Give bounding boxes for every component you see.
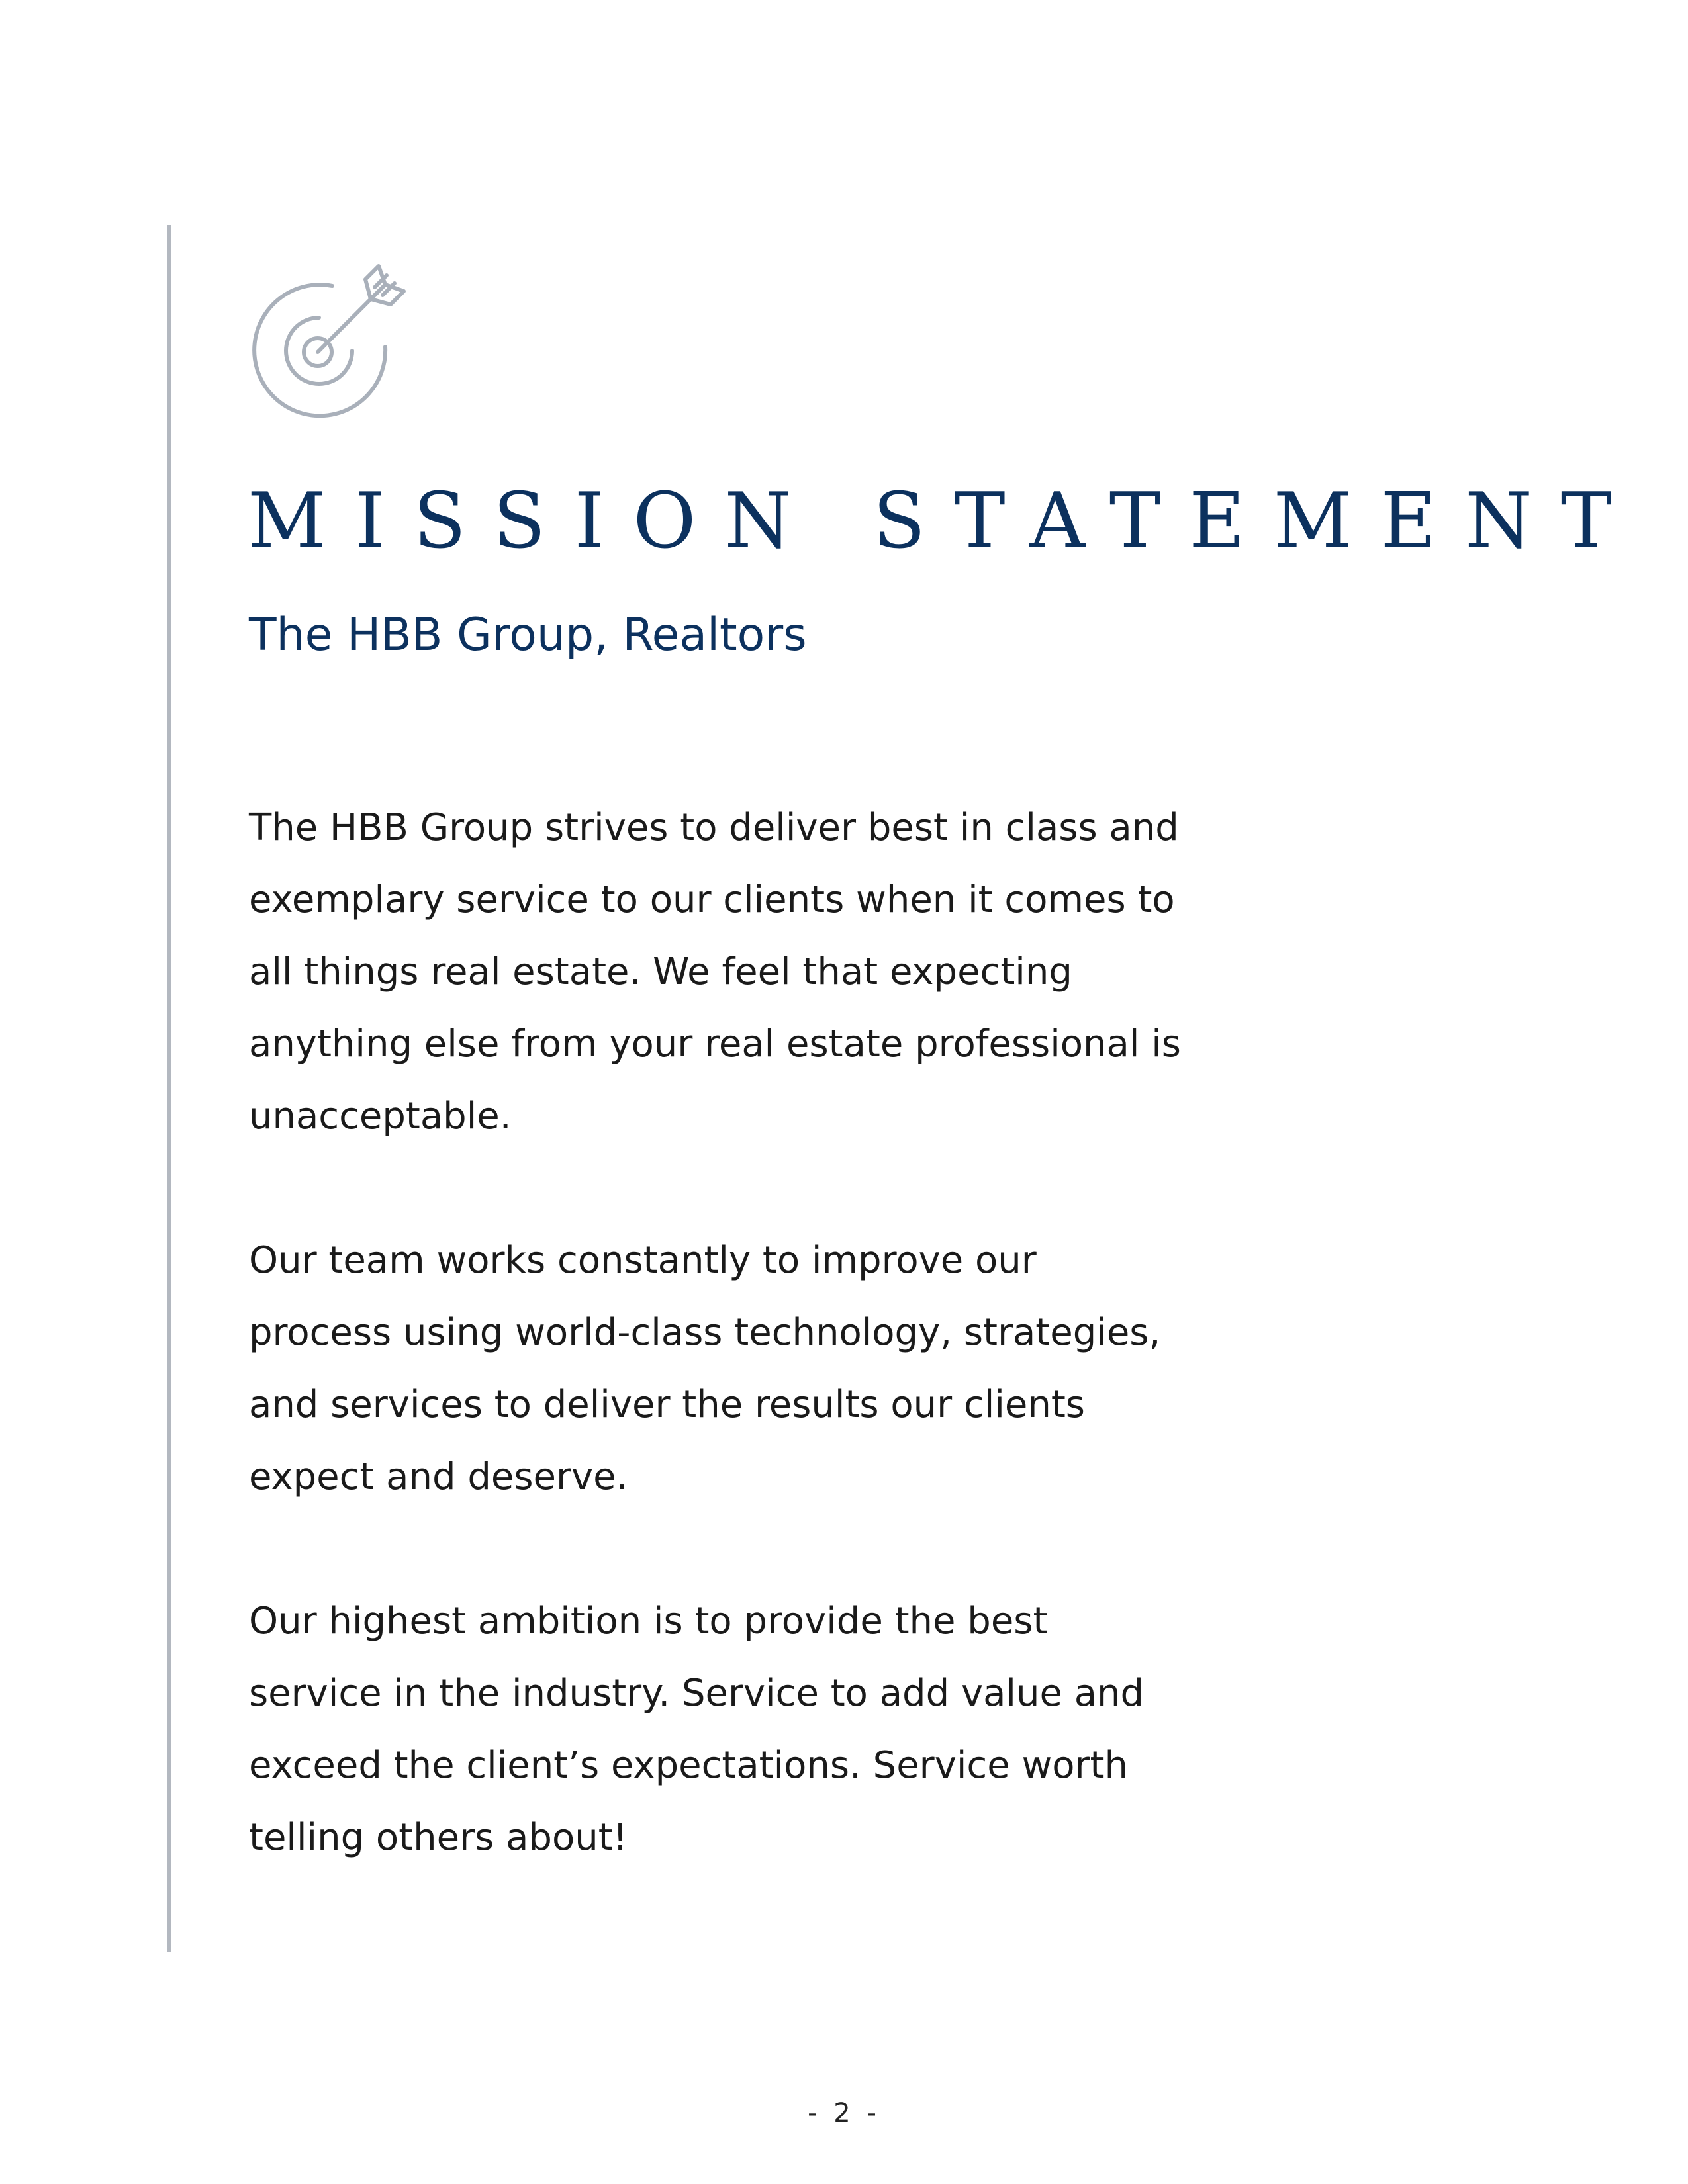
text-line: telling others about! [249,1816,628,1859]
page-subtitle: The HBB Group, Realtors [249,609,807,661]
text-line: Our highest ambition is to provide the best [249,1600,1048,1643]
text-line: service in the industry. Service to add value and [249,1672,1145,1715]
paragraph-1 [249,792,1361,1152]
text-line: exemplary service to our clients when it comes to [249,878,1175,921]
target-arrow-icon [246,259,412,432]
page-number: - 2 - [808,2098,880,2128]
text-line: all things real estate. We feel that expecting [249,950,1072,993]
text-line: anything else from your real estate professional is [249,1023,1181,1066]
text-line: unacceptable. [249,1095,512,1138]
left-vertical-rule [167,225,171,1952]
text-line: Our team works constantly to improve our [249,1239,1037,1282]
text-line: expect and deserve. [249,1455,628,1498]
text-line: process using world-class technology, strategies, [249,1311,1161,1354]
mission-body [249,792,1361,1946]
text-line: and services to deliver the results our clients [249,1383,1085,1426]
text-line: exceed the client’s expectations. Service worth [249,1744,1128,1787]
text-line: The HBB Group strives to deliver best in class and [249,806,1179,849]
paragraph-2 [249,1224,1361,1513]
page-title: MISSION STATEMENT [248,477,1641,566]
paragraph-3 [249,1585,1361,1874]
